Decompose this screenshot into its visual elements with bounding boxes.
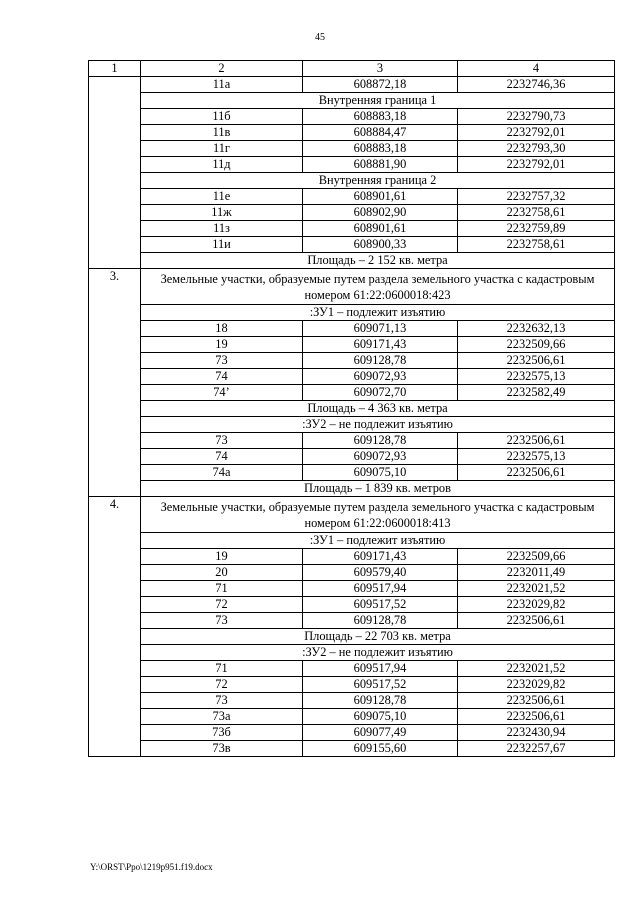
y-coordinate-cell: 2232758,61 (458, 237, 615, 253)
table-span-row (89, 253, 615, 269)
table-span-row (89, 629, 615, 645)
point-number-cell: 71 (141, 661, 303, 677)
point-number-cell: 71 (141, 581, 303, 597)
column-header: 4 (458, 61, 615, 77)
column-header: 1 (89, 61, 141, 77)
x-coordinate-cell: 609075,10 (303, 709, 458, 725)
x-coordinate-cell: 609071,13 (303, 321, 458, 337)
coordinates-table-body (89, 61, 615, 757)
table-row (89, 369, 615, 385)
y-coordinate-cell: 2232792,01 (458, 157, 615, 173)
point-number-cell: 73 (141, 353, 303, 369)
point-number-cell: 11з (141, 221, 303, 237)
point-number-cell: 73б (141, 725, 303, 741)
point-number-cell: 18 (141, 321, 303, 337)
y-coordinate-cell: 2232011,49 (458, 565, 615, 581)
y-coordinate-cell: 2232792,01 (458, 125, 615, 141)
point-number-cell: 74а (141, 465, 303, 481)
y-coordinate-cell: 2232575,13 (458, 449, 615, 465)
x-coordinate-cell: 609128,78 (303, 433, 458, 449)
table-row (89, 549, 615, 565)
table-row (89, 109, 615, 125)
x-coordinate-cell: 608902,90 (303, 205, 458, 221)
point-number-cell: 11б (141, 109, 303, 125)
y-coordinate-cell: 2232506,61 (458, 709, 615, 725)
table-row (89, 709, 615, 725)
table-row (89, 565, 615, 581)
x-coordinate-cell: 609155,60 (303, 741, 458, 757)
subheading-cell: :ЗУ2 – не подлежит изъятию (141, 645, 615, 661)
y-coordinate-cell: 2232506,61 (458, 465, 615, 481)
table-row (89, 221, 615, 237)
y-coordinate-cell: 2232793,30 (458, 141, 615, 157)
table-row (89, 613, 615, 629)
table-span-row (89, 305, 615, 321)
point-number-cell: 74 (141, 449, 303, 465)
y-coordinate-cell: 2232506,61 (458, 613, 615, 629)
point-number-cell: 11и (141, 237, 303, 253)
y-coordinate-cell: 2232021,52 (458, 661, 615, 677)
table-header-row (89, 61, 615, 77)
x-coordinate-cell: 608900,33 (303, 237, 458, 253)
x-coordinate-cell: 609579,40 (303, 565, 458, 581)
point-number-cell: 11а (141, 77, 303, 93)
x-coordinate-cell: 608901,61 (303, 221, 458, 237)
table-row (89, 189, 615, 205)
subheading-cell: Площадь – 22 703 кв. метра (141, 629, 615, 645)
point-number-cell: 73а (141, 709, 303, 725)
y-coordinate-cell: 2232509,66 (458, 549, 615, 565)
point-number-cell: 73 (141, 433, 303, 449)
y-coordinate-cell: 2232029,82 (458, 597, 615, 613)
y-coordinate-cell: 2232029,82 (458, 677, 615, 693)
x-coordinate-cell: 609517,52 (303, 597, 458, 613)
table-row (89, 77, 615, 93)
subheading-cell: Площадь – 4 363 кв. метра (141, 401, 615, 417)
point-number-cell: 72 (141, 597, 303, 613)
table-row (89, 449, 615, 465)
point-number-cell: 11в (141, 125, 303, 141)
point-number-cell: 74’ (141, 385, 303, 401)
column-header: 3 (303, 61, 458, 77)
table-row (89, 157, 615, 173)
y-coordinate-cell: 2232746,36 (458, 77, 615, 93)
point-number-cell: 19 (141, 549, 303, 565)
table-row (89, 465, 615, 481)
table-row (89, 205, 615, 221)
x-coordinate-cell: 609517,94 (303, 581, 458, 597)
point-number-cell: 11е (141, 189, 303, 205)
table-row (89, 385, 615, 401)
x-coordinate-cell: 608872,18 (303, 77, 458, 93)
subheading-cell: Площадь – 1 839 кв. метров (141, 481, 615, 497)
x-coordinate-cell: 609072,93 (303, 369, 458, 385)
y-coordinate-cell: 2232790,73 (458, 109, 615, 125)
section-description-cell: Земельные участки, образуемые путем раздела земельного участка с кадастровым номером 61:22:0600018:423 (141, 269, 615, 305)
x-coordinate-cell: 608901,61 (303, 189, 458, 205)
point-number-cell: 72 (141, 677, 303, 693)
y-coordinate-cell: 2232021,52 (458, 581, 615, 597)
table-row (89, 321, 615, 337)
subheading-cell: :ЗУ2 – не подлежит изъятию (141, 417, 615, 433)
subheading-cell: :ЗУ1 – подлежит изъятию (141, 305, 615, 321)
section-number-cell (89, 77, 141, 269)
table-span-row (89, 417, 615, 433)
table-row (89, 433, 615, 449)
y-coordinate-cell: 2232506,61 (458, 353, 615, 369)
point-number-cell: 11д (141, 157, 303, 173)
table-row (89, 125, 615, 141)
table-row (89, 725, 615, 741)
table-row (89, 597, 615, 613)
table-row (89, 237, 615, 253)
point-number-cell: 73 (141, 693, 303, 709)
page-number: 45 (315, 32, 325, 43)
x-coordinate-cell: 609128,78 (303, 353, 458, 369)
x-coordinate-cell: 608884,47 (303, 125, 458, 141)
point-number-cell: 11г (141, 141, 303, 157)
point-number-cell: 11ж (141, 205, 303, 221)
y-coordinate-cell: 2232509,66 (458, 337, 615, 353)
y-coordinate-cell: 2232759,89 (458, 221, 615, 237)
column-header: 2 (141, 61, 303, 77)
table-span-row (89, 269, 615, 305)
y-coordinate-cell: 2232632,13 (458, 321, 615, 337)
coordinates-table (88, 60, 615, 757)
y-coordinate-cell: 2232582,49 (458, 385, 615, 401)
section-number-cell: 4. (89, 497, 141, 757)
x-coordinate-cell: 609077,49 (303, 725, 458, 741)
point-number-cell: 19 (141, 337, 303, 353)
table-row (89, 581, 615, 597)
table-span-row (89, 645, 615, 661)
table-row (89, 677, 615, 693)
table-row (89, 337, 615, 353)
point-number-cell: 20 (141, 565, 303, 581)
y-coordinate-cell: 2232758,61 (458, 205, 615, 221)
point-number-cell: 73 (141, 613, 303, 629)
point-number-cell: 74 (141, 369, 303, 385)
subheading-cell: Внутренняя граница 2 (141, 173, 615, 189)
section-description-cell: Земельные участки, образуемые путем раздела земельного участка с кадастровым номером 61:22:0600018:413 (141, 497, 615, 533)
subheading-cell: :ЗУ1 – подлежит изъятию (141, 533, 615, 549)
x-coordinate-cell: 609128,78 (303, 613, 458, 629)
table-row (89, 141, 615, 157)
table-span-row (89, 93, 615, 109)
y-coordinate-cell: 2232757,32 (458, 189, 615, 205)
y-coordinate-cell: 2232257,67 (458, 741, 615, 757)
table-row (89, 661, 615, 677)
x-coordinate-cell: 609072,70 (303, 385, 458, 401)
y-coordinate-cell: 2232575,13 (458, 369, 615, 385)
y-coordinate-cell: 2232430,94 (458, 725, 615, 741)
x-coordinate-cell: 608883,18 (303, 109, 458, 125)
x-coordinate-cell: 609171,43 (303, 549, 458, 565)
y-coordinate-cell: 2232506,61 (458, 693, 615, 709)
x-coordinate-cell: 609075,10 (303, 465, 458, 481)
document-file-path: Y:\ORST\Ppo\1219p951.f19.docx (90, 862, 213, 872)
x-coordinate-cell: 608883,18 (303, 141, 458, 157)
table-span-row (89, 533, 615, 549)
x-coordinate-cell: 609517,94 (303, 661, 458, 677)
x-coordinate-cell: 609171,43 (303, 337, 458, 353)
table-span-row (89, 401, 615, 417)
table-row (89, 693, 615, 709)
x-coordinate-cell: 608881,90 (303, 157, 458, 173)
x-coordinate-cell: 609072,93 (303, 449, 458, 465)
x-coordinate-cell: 609517,52 (303, 677, 458, 693)
table-span-row (89, 481, 615, 497)
point-number-cell: 73в (141, 741, 303, 757)
table-row (89, 353, 615, 369)
x-coordinate-cell: 609128,78 (303, 693, 458, 709)
subheading-cell: Площадь – 2 152 кв. метра (141, 253, 615, 269)
table-row (89, 741, 615, 757)
section-number-cell: 3. (89, 269, 141, 497)
table-span-row (89, 497, 615, 533)
y-coordinate-cell: 2232506,61 (458, 433, 615, 449)
subheading-cell: Внутренняя граница 1 (141, 93, 615, 109)
table-span-row (89, 173, 615, 189)
